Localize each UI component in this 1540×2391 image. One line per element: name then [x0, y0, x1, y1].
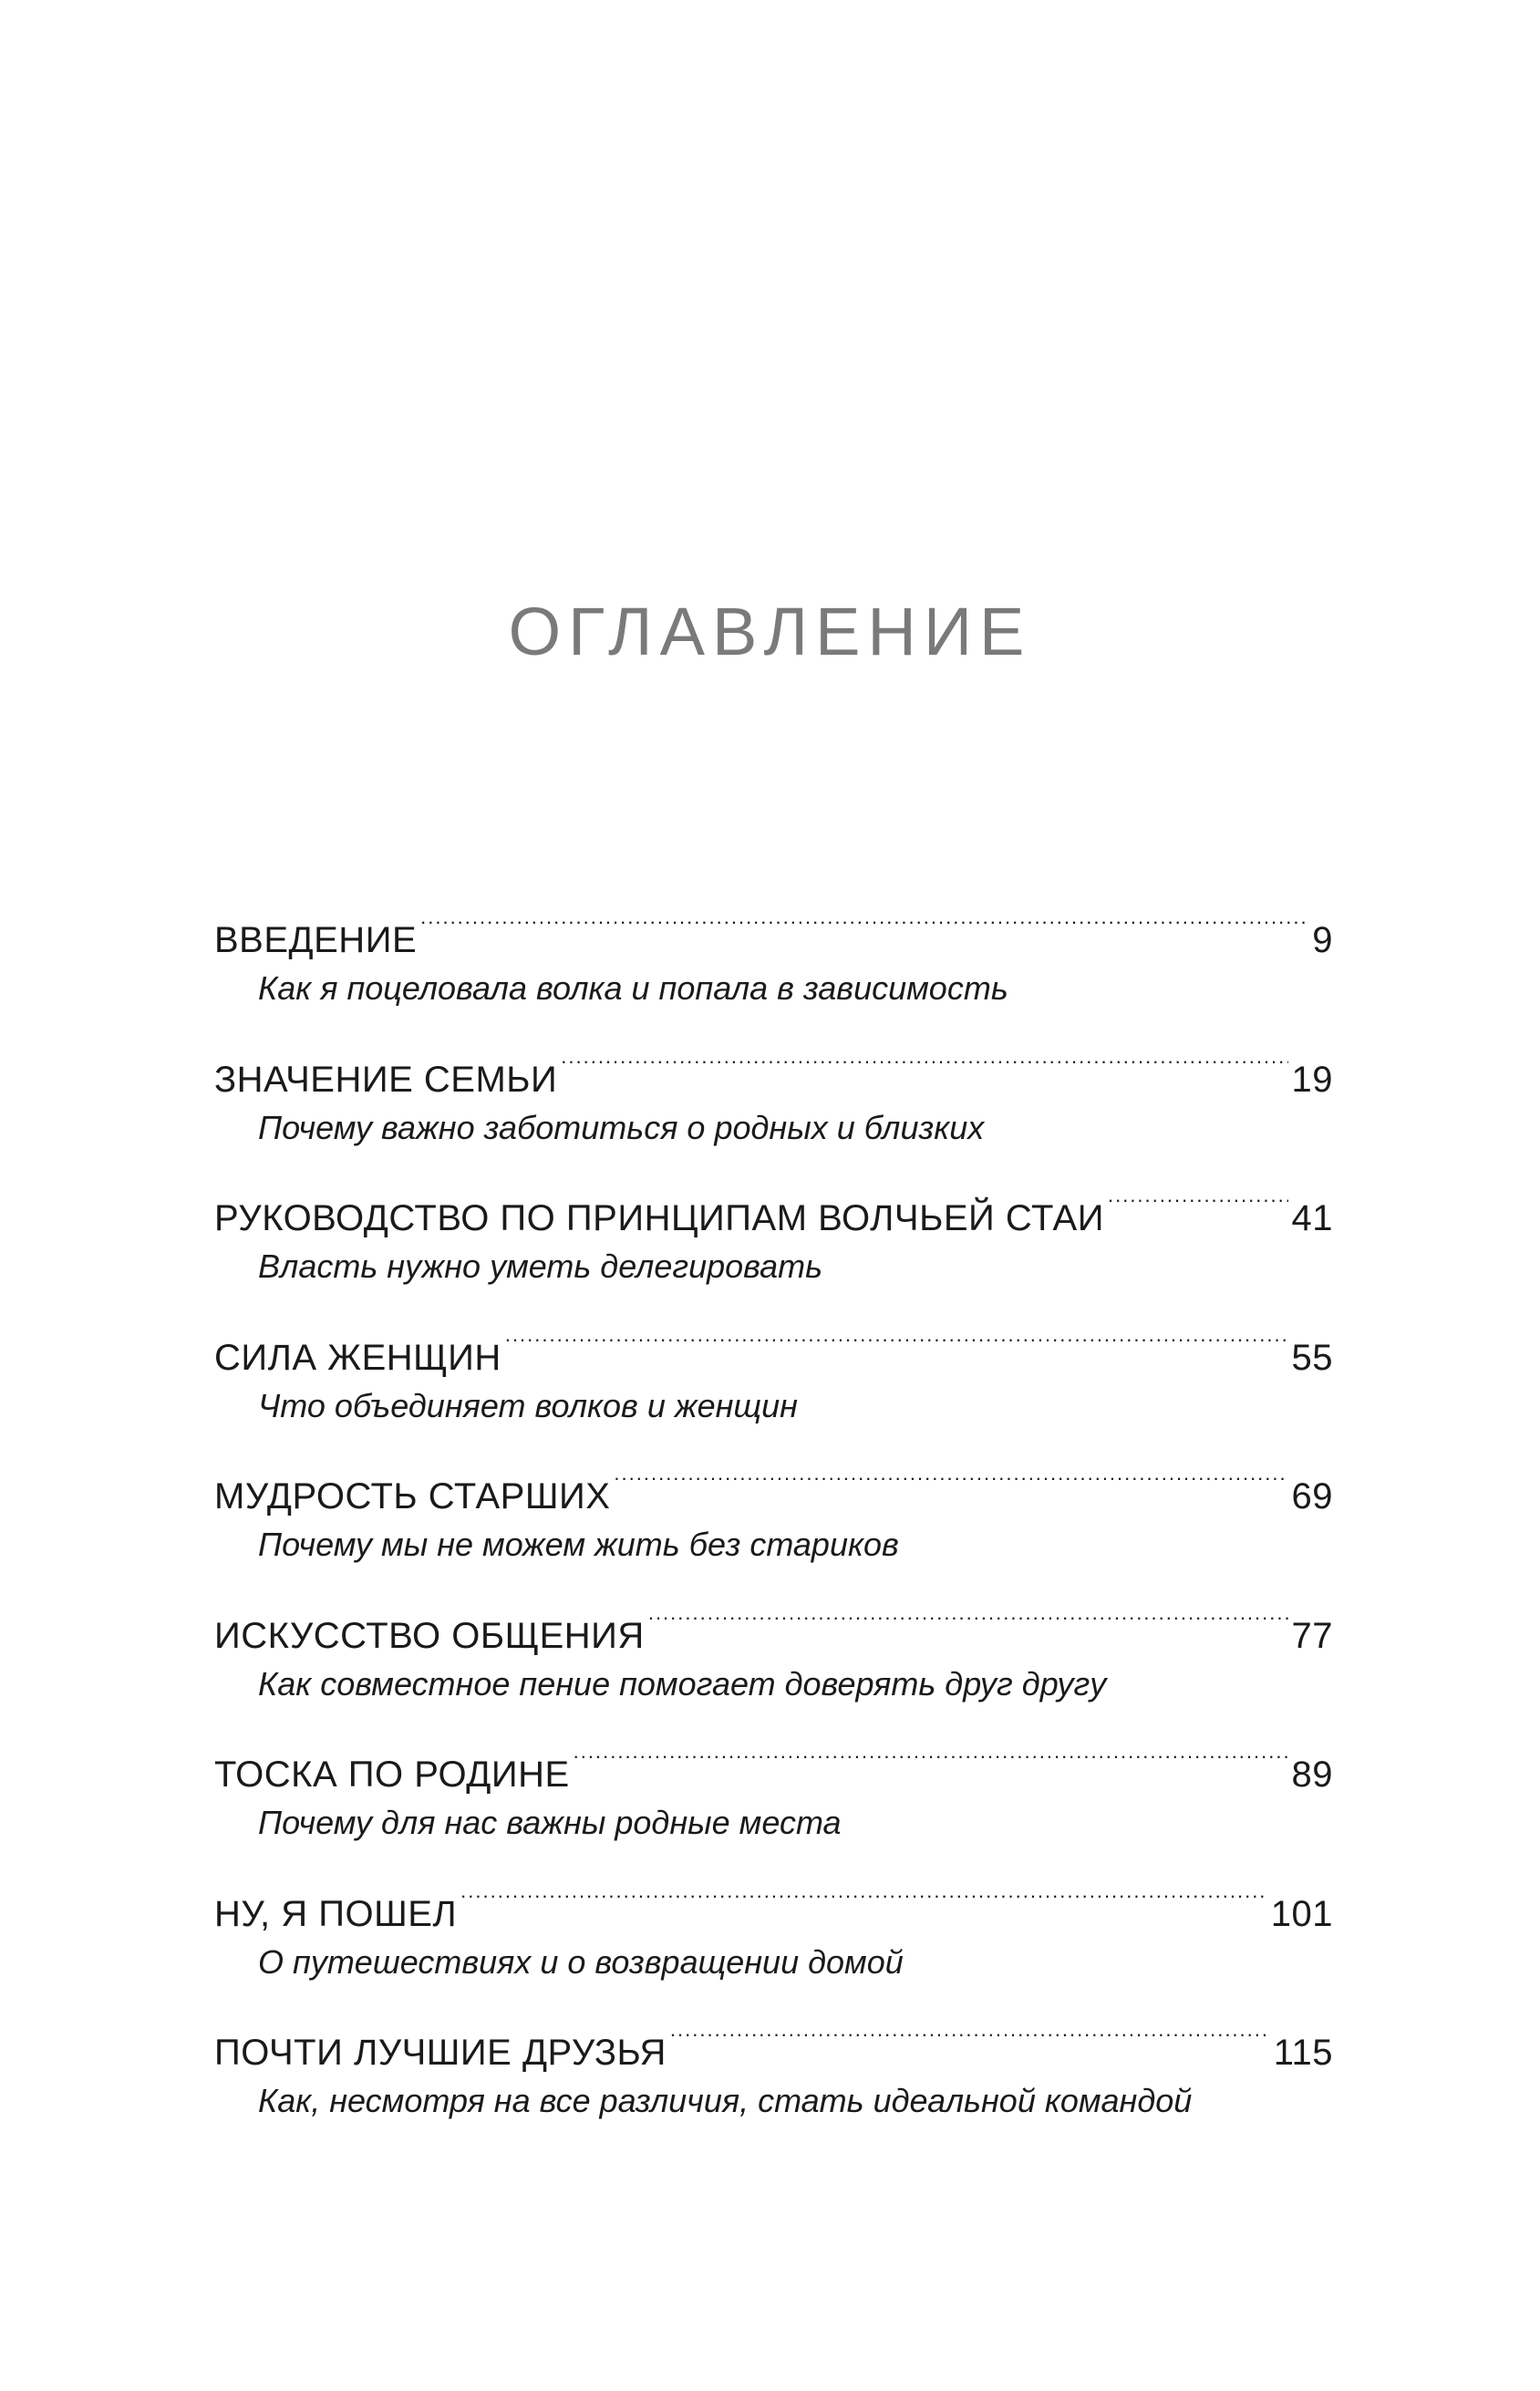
- chapter-title: ПОЧТИ ЛУЧШИЕ ДРУЗЬЯ: [214, 2033, 667, 2073]
- dot-leader: [505, 1319, 1288, 1370]
- chapter-title: ВВЕДЕНИЕ: [214, 920, 418, 960]
- toc-entry[interactable]: [214, 1179, 1333, 1319]
- page-number: 77: [1291, 1615, 1333, 1656]
- chapter-title: МУДРОСТЬ СТАРШИХ: [214, 1476, 611, 1516]
- dot-leader: [460, 1875, 1267, 1926]
- dot-leader: [420, 901, 1308, 952]
- toc-line: [214, 1319, 1333, 1383]
- chapter-title: ИСКУССТВО ОБЩЕНИЯ: [214, 1615, 645, 1656]
- toc-entry[interactable]: [214, 1597, 1333, 1736]
- toc-entry[interactable]: [214, 1875, 1333, 2014]
- dot-leader: [574, 1735, 1288, 1786]
- page-number: 9: [1312, 920, 1333, 960]
- toc-entry[interactable]: [214, 1319, 1333, 1458]
- chapter-subtitle: Почему важно заботиться о родных и близких: [258, 1108, 985, 1146]
- dot-leader: [670, 2013, 1270, 2065]
- table-of-contents: [214, 901, 1333, 2153]
- page-number: 19: [1291, 1059, 1333, 1100]
- chapter-title: ЗНАЧЕНИЕ СЕМЬИ: [214, 1059, 558, 1100]
- toc-line: [214, 1040, 1333, 1105]
- dot-leader: [648, 1597, 1288, 1648]
- chapter-subtitle: Как совместное пение помогает доверять друг другу: [258, 1664, 1107, 1703]
- toc-entry[interactable]: [214, 901, 1333, 1040]
- chapter-subtitle: Что объединяет волков и женщин: [258, 1386, 798, 1424]
- chapter-title: СИЛА ЖЕНЩИН: [214, 1337, 501, 1378]
- dot-leader: [561, 1040, 1287, 1092]
- toc-line: [214, 1179, 1333, 1244]
- toc-line: [214, 1597, 1333, 1661]
- toc-entry[interactable]: [214, 1457, 1333, 1597]
- chapter-subtitle: О путешествиях и о возвращении домой: [258, 1942, 904, 1981]
- page-number: 41: [1291, 1198, 1333, 1238]
- chapter-subtitle: Почему для нас важны родные места: [258, 1804, 842, 1841]
- dot-leader: [614, 1457, 1287, 1508]
- page-number: 69: [1291, 1476, 1333, 1516]
- chapter-subtitle: Как, несмотря на все различия, стать идеальной командой: [258, 2082, 1193, 2119]
- chapter-subtitle: Почему мы не можем жить без стариков: [258, 1526, 899, 1563]
- page-number: 101: [1270, 1893, 1333, 1934]
- toc-line: [214, 1875, 1333, 1940]
- chapter-title: РУКОВОДСТВО ПО ПРИНЦИПАМ ВОЛЧЬЕЙ СТАИ: [214, 1198, 1104, 1238]
- toc-entry[interactable]: [214, 1040, 1333, 1180]
- dot-leader: [1108, 1179, 1288, 1230]
- chapter-subtitle: Как я поцеловала волка и попала в зависимость: [258, 969, 1008, 1007]
- chapter-title: НУ, Я ПОШЕЛ: [214, 1893, 458, 1934]
- toc-entry[interactable]: [214, 1735, 1333, 1875]
- page-number: 115: [1273, 2033, 1333, 2073]
- page-title: ОГЛАВЛЕНИЕ: [508, 593, 1032, 669]
- toc-entry[interactable]: [214, 2013, 1333, 2153]
- chapter-title: ТОСКА ПО РОДИНЕ: [214, 1754, 570, 1795]
- toc-line: [214, 1457, 1333, 1522]
- toc-line: [214, 901, 1333, 966]
- page-number: 89: [1291, 1754, 1333, 1795]
- toc-line: [214, 1735, 1333, 1800]
- page-number: 55: [1291, 1337, 1333, 1378]
- toc-line: [214, 2013, 1333, 2078]
- chapter-subtitle: Власть нужно уметь делегировать: [258, 1247, 823, 1285]
